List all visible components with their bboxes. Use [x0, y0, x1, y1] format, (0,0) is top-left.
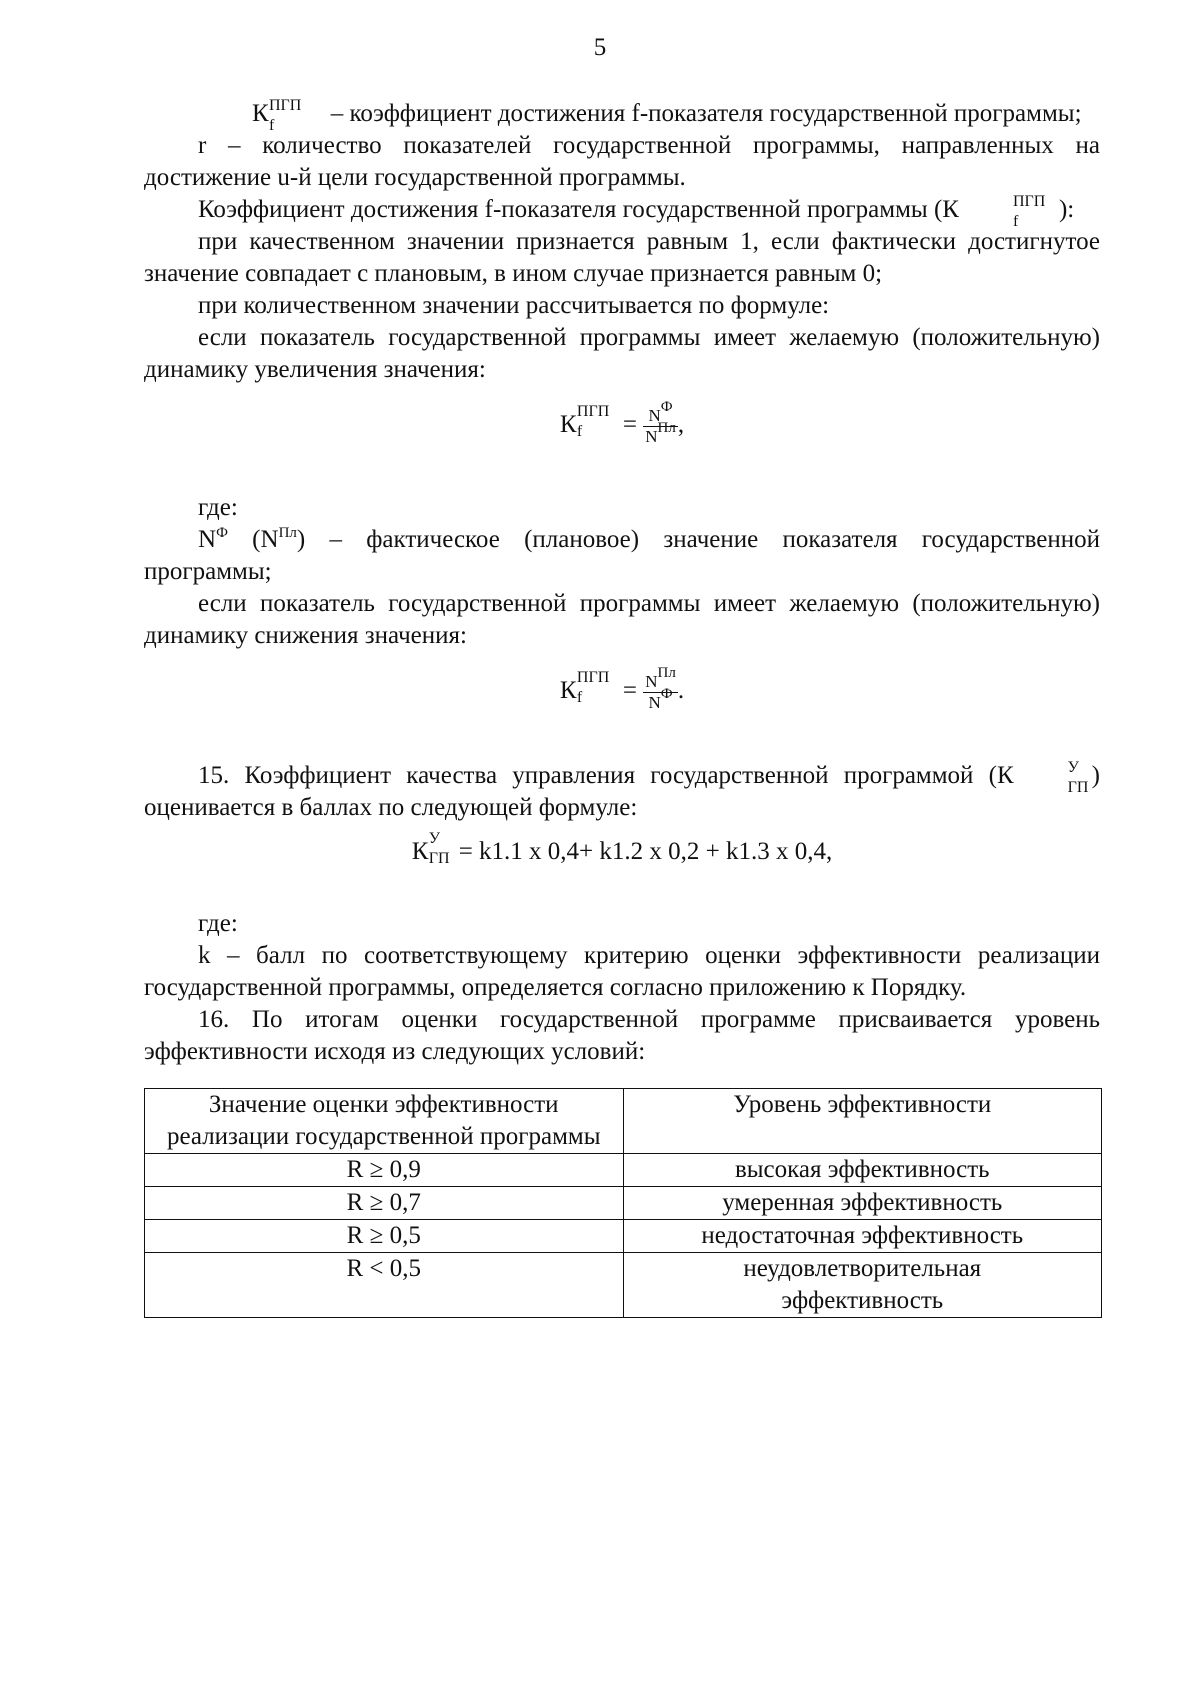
paragraph-16: 16. По итогам оценки государственной программе присваивается уровень эффективности исходя из следующих условий:: [144, 1006, 1100, 1065]
table-cell: недостаточная эффективность: [623, 1220, 1102, 1253]
paragraph-decrease-dynamic: если показатель государственной программы имеет желаемую (положительную) динамику снижения значения:: [144, 590, 1100, 649]
page-number: 5: [593, 34, 607, 61]
paragraph-increase-dynamic: если показатель государственной программы имеет желаемую (положительную) динамику увеличения значения:: [144, 324, 1100, 383]
table-cell: R ≥ 0,9: [145, 1154, 624, 1187]
formula-decrease: К ПГП f = $\frac{\text{NПл}}{NФ}$ .: [559, 665, 685, 712]
table-cell: умеренная эффективность: [623, 1187, 1102, 1220]
document-body: [144, 98, 1100, 1318]
k-symbol: У ГП: [1067, 759, 1089, 796]
paragraph-k-score: k – балл по соответствующему критерию оценки эффективности реализации государственной программы, определяется согласно приложению к Порядку.: [144, 942, 1100, 1001]
paragraph-k-definition: К ПГП f – коэффициент достижения f-показателя государственной программы;: [144, 98, 1100, 130]
table-header-cell: Значение оценки эффективности реализации государственной программы: [145, 1089, 624, 1154]
table-row: [145, 1187, 1102, 1220]
paragraph-coefficient-intro: Коэффициент достижения f-показателя государственной программы (К ПГП f ):: [198, 193, 1075, 230]
table-cell: R ≥ 0,5: [145, 1220, 624, 1253]
efficiency-table: [144, 1088, 1102, 1318]
where-label: где:: [198, 910, 238, 937]
table-cell: неудовлетворительная эффективность: [623, 1253, 1102, 1318]
k-symbol: ПГП f: [1012, 193, 1046, 230]
paragraph-r-definition: r – количество показателей государственной программы, направленных на достижение u-й цели государственной программы.: [144, 132, 1100, 191]
fraction: $\frac{\text{NПл}}{NФ}$: [645, 665, 676, 712]
table-row: [145, 1220, 1102, 1253]
formula-quality: К У ГП = k1.1 x 0,4+ k1.2 x 0,2 + k1.3 x 0,4,: [411, 830, 833, 867]
k-symbol: К ПГП f: [559, 669, 610, 707]
paragraph-qualitative: при качественном значении признается равным 1, если фактически достигнутое значение совпадает с плановым, в ином случае признается равным 0;: [144, 228, 1100, 287]
table-cell: R < 0,5: [145, 1253, 624, 1318]
where-label: где:: [198, 494, 238, 521]
paragraph-n-definition: $N^Ф$ $(N^{Пл})$ – фактическое (плановое) значение показателя государственной программы;: [144, 525, 1100, 585]
fraction: $\frac{NФ}{\text{NПл}}$: [645, 399, 676, 446]
table-cell: R ≥ 0,7: [145, 1187, 624, 1220]
table-row: [145, 1154, 1102, 1187]
table-header-cell: Уровень эффективности: [623, 1089, 1102, 1154]
paragraph-quantitative: при количественном значении рассчитывается по формуле:: [198, 292, 830, 319]
table-cell: высокая эффективность: [623, 1154, 1102, 1187]
paragraph-15: 15. Коэффициент качества управления государственной программой (К У ГП ) оценивается в баллах по следующей формуле:: [144, 759, 1100, 821]
k-symbol: К У ГП: [411, 830, 450, 867]
formula-increase: К ПГП f = $\frac{NФ}{\text{NПл}}$ ,: [559, 399, 685, 446]
table-row: [145, 1253, 1102, 1318]
table-header-row: [145, 1089, 1102, 1154]
k-symbol: К ПГП f: [252, 97, 302, 134]
k-symbol: К ПГП f: [559, 403, 610, 441]
